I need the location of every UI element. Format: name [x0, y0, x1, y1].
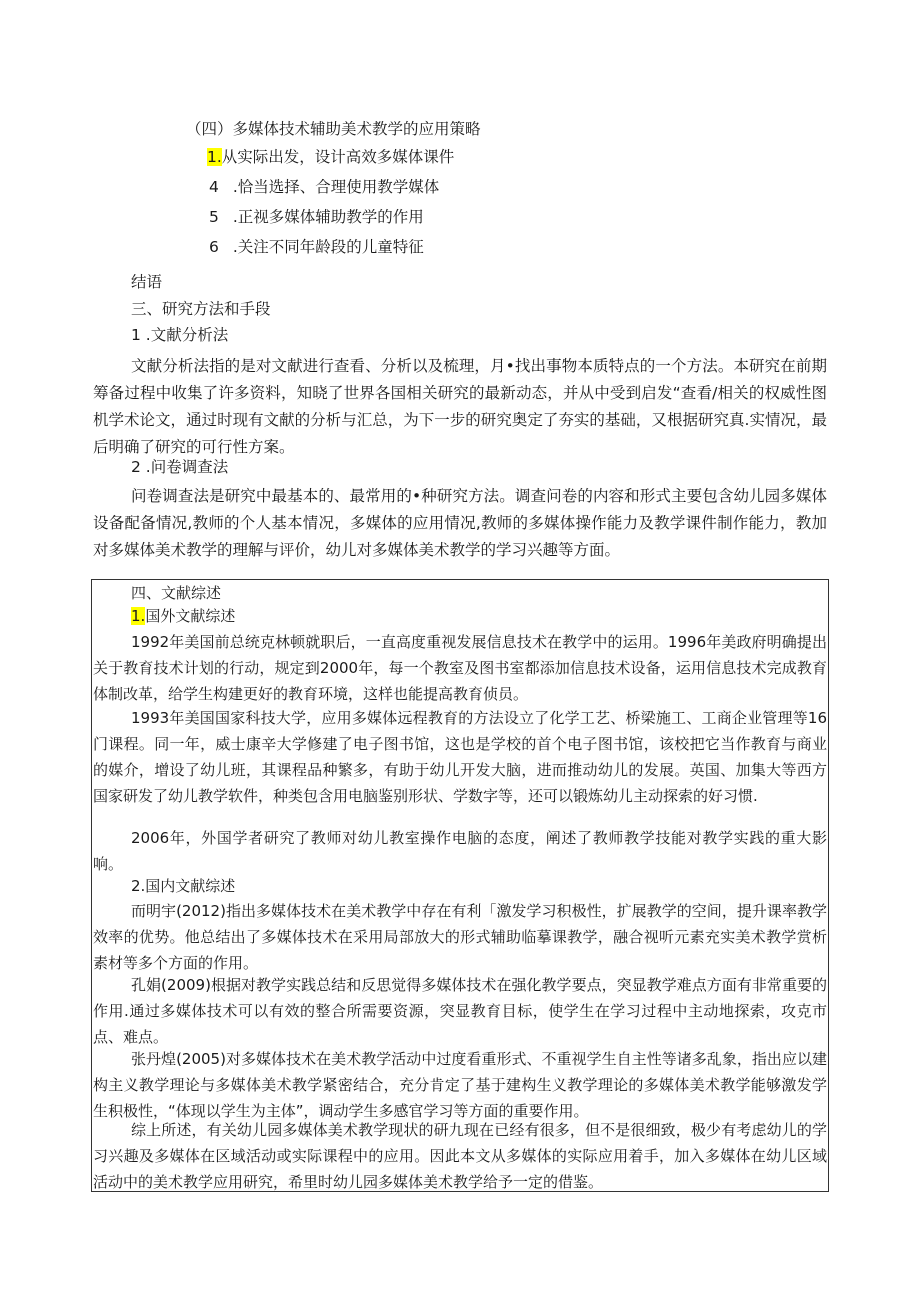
review-heading: 四、文献综述 — [131, 584, 222, 602]
method-2-body: 问卷调查法是研究中最基本的、最常用的•种研究方法。调查问卷的内容和形式主要包含幼儿园多媒体设备配备情况,教师的个人基本情况，多媒体的应用情况,教师的多媒体操作能力及教学课件制作能力，教加对多媒体美术教学的理解与评价，幼儿对多媒体美术教学的学习兴趣等方面。 — [93, 487, 827, 559]
conclusion-heading: 结语 — [131, 273, 163, 291]
strategy-item — [209, 176, 439, 198]
strategy-item — [207, 146, 454, 168]
strategy-number: 5 — [209, 208, 219, 226]
strategy-number: 4 — [209, 178, 219, 196]
strategy-item — [209, 236, 424, 258]
strategy-text: .正视多媒体辅助教学的作用 — [232, 208, 424, 226]
foreign-paragraph: 2006年，外国学者研究了教师对幼儿教室操作电脑的态度，阐述了教师教学技能对教学实践的重大影响。 — [93, 829, 827, 873]
domestic-paragraph: 综上所述，有关幼儿园多媒体美术教学现状的研九现在已经有很多，但不是很细致，极少有考虑幼儿的学习兴趣及多媒体在区域活动或实际课程中的应用。因此本文从多媒体的实际应用着手，加入多媒体在幼儿区域活动中的美术教学应用研究，希里时幼儿园多媒体美术教学给予一定的借鉴。 — [93, 1121, 827, 1191]
strategy-text: .恰当选择、合理使用教学媒体 — [232, 178, 440, 196]
strategy-text: .关注不同年龄段的儿童特征 — [232, 238, 424, 256]
method-1-heading: 1 .文献分析法 — [131, 326, 229, 344]
foreign-review-title: 国外文献综述 — [145, 607, 236, 625]
method-2-heading: 2 .问卷调查法 — [131, 458, 229, 476]
method-1-body: 文献分析法指的是对文献进行查看、分析以及梳理，月•找出事物本质特点的一个方法。本研究在前期筹备过程中收集了许多资料，知晓了世界各国相关研究的最新动态，并从中受到启发“查看/相关的权威性图机学术论文，通过时现有文献的分析与汇总，为下一步的研究奥定了夯实的基础，又根据研究真.实情况，最后明确了研究的可行性方案。 — [93, 357, 827, 456]
strategy-number: 6 — [209, 238, 219, 256]
foreign-review-number: 1. — [131, 607, 146, 625]
strategy-text: 从实际出发，设计高效多媒体课件 — [221, 148, 455, 166]
foreign-paragraph: 1993年美国国家科技大学，应用多媒体远程教育的方法设立了化学工艺、桥梁施工、工商企业管理等16门课程。同一年，威士康辛大学修建了电子图书馆，这也是学校的首个电子图书馆，该校把它当作教育与商业的媒介，增设了幼儿班，其课程品种繁多，有助于幼儿开发大脑，进而推动幼儿的发展。英国、加集大等西方国家研发了幼儿教学软件，种类包含用电脑鉴别形状、学数字等，还可以锻炼幼儿主动探索的好习惯. — [93, 709, 827, 805]
strategy-number: 1. — [207, 148, 222, 166]
domestic-paragraph: 孔娟(2009)根据对教学实践总结和反思觉得多媒体技术在强化教学要点，突显教学难点方面有非常重要的作用.通过多媒体技术可以有效的整合所需要资源，突显教育目标，使学生在学习过程中主动地探索，攻克市点、难点。 — [93, 976, 827, 1046]
methods-heading: 三、研究方法和手段 — [131, 300, 271, 318]
foreign-review-heading — [131, 605, 235, 627]
domestic-paragraph: 张丹煌(2005)对多媒体技术在美术教学活动中过度看重形式、不重视学生自主性等诸多乱象，指出应以建构主义教学理论与多媒体美术教学紧密结合，充分肯定了基于建构生义教学理论的多媒体美术教学能够激发学生积极性，“体现以学生为主体”，调动学生多感官学习等方面的重要作用。 — [93, 1050, 827, 1120]
domestic-paragraph: 而明宇(2012)指出多媒体技术在美术教学中存在有利「激发学习积极性，扩展教学的空间，提升课率教学效率的优势。他总结出了多媒体技术在采用局部放大的形式辅助临摹课教学，融合视听元素充实美术教学赏析素材等多个方面的作用。 — [93, 902, 827, 972]
strategy-item — [209, 206, 424, 228]
foreign-paragraph: 1992年美国前总统克林顿就职后，一直高度重视发展信息技术在教学中的运用。1996年美政府明确提出关于教育技术计划的行动，规定到2000年，每一个教室及图书室都添加信息技术设备，运用信息技术完成教育体制改革，给学生构建更好的教育环境，这样也能提高教育侦员。 — [93, 633, 827, 703]
section-heading: （四）多媒体技术辅助美术教学的应用策略 — [186, 120, 481, 138]
domestic-review-heading: 2.国内文献综述 — [131, 877, 236, 895]
